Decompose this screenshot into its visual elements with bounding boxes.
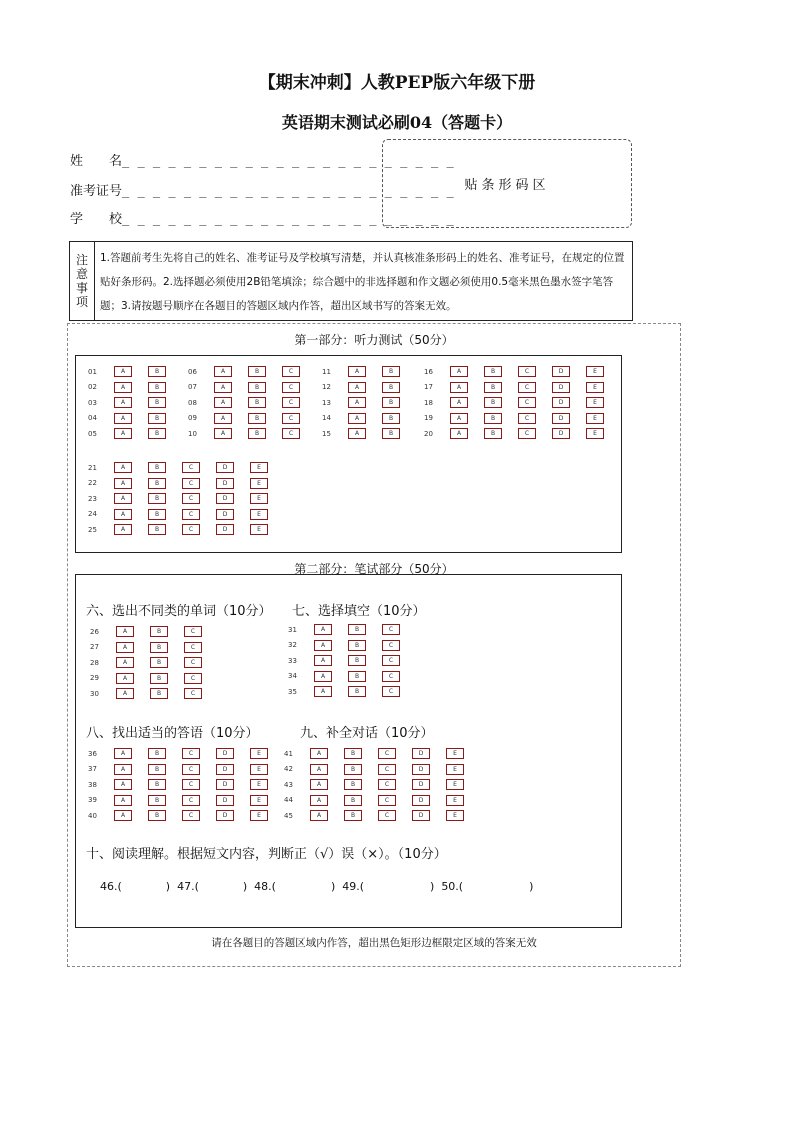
question-number: 07 <box>188 383 197 392</box>
answer-bubble-b[interactable]: B <box>344 810 362 821</box>
answer-bubble-a[interactable]: A <box>116 626 134 637</box>
question-row <box>88 426 182 442</box>
question-row <box>88 476 284 492</box>
answer-bubble-a[interactable]: A <box>116 642 134 653</box>
answer-bubble-c[interactable]: C <box>282 382 300 393</box>
answer-bubble-b[interactable]: B <box>248 397 266 408</box>
answer-bubble-a[interactable]: A <box>314 671 332 682</box>
answer-bubble-a[interactable]: A <box>348 382 366 393</box>
question-row <box>88 507 284 523</box>
answer-bubble-c[interactable]: C <box>282 366 300 377</box>
answer-bubble-a[interactable]: A <box>214 413 232 424</box>
question-number: 23 <box>88 494 97 503</box>
question-number: 45 <box>284 811 293 820</box>
answer-bubble-d[interactable]: D <box>216 493 234 504</box>
question-row <box>424 426 620 442</box>
answer-bubble-b[interactable]: B <box>484 413 502 424</box>
written-group-41-45 <box>284 746 480 824</box>
answer-bubble-c[interactable]: C <box>184 673 202 684</box>
answer-bubble-c[interactable]: C <box>282 397 300 408</box>
answer-bubble-d[interactable]: D <box>552 428 570 439</box>
question-number: 06 <box>188 367 197 376</box>
question-number: 15 <box>322 429 331 438</box>
answer-bubble-b[interactable]: B <box>148 779 166 790</box>
answer-bubble-d[interactable]: D <box>412 764 430 775</box>
barcode-area <box>382 139 632 228</box>
answer-bubble-b[interactable]: B <box>148 795 166 806</box>
answer-bubble-a[interactable]: A <box>114 509 132 520</box>
answer-bubble-c[interactable]: C <box>518 382 536 393</box>
question-number: 18 <box>424 398 433 407</box>
answer-bubble-d[interactable]: D <box>552 413 570 424</box>
answer-bubble-b[interactable]: B <box>484 428 502 439</box>
page-title: 【期末冲刺】人教PEP版六年级下册 <box>258 73 536 93</box>
notice-text: 1.答题前考生先将自己的姓名、准考证号及学校填写清楚，并认真核准条形码上的姓名、准考证号，在规定的位置贴好条形码。2.选择题必须使用2B铅笔填涂；综合题中的非选择题和作文题必须使用0.5毫米黑色墨水签字笔答题；3.请按题号顺序在各题目的答题区域内作答，超出区域书写的答案无效。 <box>100 252 625 312</box>
answer-bubble-b[interactable]: B <box>150 657 168 668</box>
answer-bubble-c[interactable]: C <box>182 509 200 520</box>
question-row <box>88 491 284 507</box>
answer-bubble-c[interactable]: C <box>518 428 536 439</box>
answer-bubble-d[interactable]: D <box>412 810 430 821</box>
answer-bubble-e[interactable]: E <box>586 397 604 408</box>
question-number: 11 <box>322 367 331 376</box>
answer-bubble-d[interactable]: D <box>552 366 570 377</box>
question-row <box>284 762 480 778</box>
notice-label: 注 意 事 项 <box>70 242 95 320</box>
answer-bubble-e[interactable]: E <box>586 413 604 424</box>
answer-bubble-c[interactable]: C <box>382 640 400 651</box>
exam-no-label: 准考证号 <box>70 184 123 199</box>
answer-bubble-a[interactable]: A <box>310 748 328 759</box>
question-row <box>424 395 620 411</box>
question-row <box>322 411 416 427</box>
answer-bubble-c[interactable]: C <box>378 764 396 775</box>
answer-bubble-a[interactable]: A <box>450 413 468 424</box>
answer-bubble-b[interactable]: B <box>148 382 166 393</box>
answer-bubble-a[interactable]: A <box>314 686 332 697</box>
section10-title: 十、阅读理解。根据短文内容，判断正（√）误（×）。（10分） <box>86 847 447 862</box>
question-row <box>322 380 416 396</box>
answer-bubble-b[interactable]: B <box>382 382 400 393</box>
question-row <box>284 808 480 824</box>
question-number: 27 <box>90 643 99 652</box>
listening-group-4 <box>424 364 620 442</box>
answer-bubble-b[interactable]: B <box>484 397 502 408</box>
question-row <box>188 411 316 427</box>
question-row <box>288 622 416 638</box>
answer-bubble-e[interactable]: E <box>446 795 464 806</box>
answer-bubble-b[interactable]: B <box>150 626 168 637</box>
answer-bubble-a[interactable]: A <box>314 655 332 666</box>
answer-bubble-e[interactable]: E <box>250 779 268 790</box>
reading-answers <box>86 865 533 907</box>
question-number: 36 <box>88 749 97 758</box>
question-number: 31 <box>288 625 297 634</box>
answer-bubble-e[interactable]: E <box>446 779 464 790</box>
question-row <box>188 364 316 380</box>
answer-bubble-b[interactable]: B <box>344 795 362 806</box>
question-row <box>284 793 480 809</box>
question-row <box>88 522 284 538</box>
question-row <box>88 746 284 762</box>
page-subtitle: 英语期末测试必刷04（答题卡） <box>281 113 513 132</box>
school-blank[interactable]: _ _ _ _ _ _ _ _ _ _ _ _ _ _ _ _ _ _ _ _ _ _ <box>122 212 455 226</box>
question-row <box>90 655 218 671</box>
question-row <box>88 793 284 809</box>
reading-answer-50[interactable]: 50.( ) <box>441 880 534 893</box>
answer-bubble-b[interactable]: B <box>148 366 166 377</box>
answer-bubble-a[interactable]: A <box>214 366 232 377</box>
answer-bubble-b[interactable]: B <box>150 673 168 684</box>
question-number: 38 <box>88 780 97 789</box>
answer-bubble-c[interactable]: C <box>378 810 396 821</box>
answer-bubble-b[interactable]: B <box>148 493 166 504</box>
question-row <box>88 411 182 427</box>
school-label: 学 校 <box>70 212 123 227</box>
answer-bubble-e[interactable]: E <box>586 382 604 393</box>
answer-bubble-e[interactable]: E <box>250 748 268 759</box>
answer-bubble-a[interactable]: A <box>310 810 328 821</box>
answer-bubble-d[interactable]: D <box>216 509 234 520</box>
answer-bubble-d[interactable]: D <box>412 748 430 759</box>
section8-title: 八、找出适当的答语（10分） <box>86 726 259 741</box>
answer-bubble-b[interactable]: B <box>148 748 166 759</box>
answer-bubble-a[interactable]: A <box>348 397 366 408</box>
question-number: 32 <box>288 641 297 650</box>
answer-bubble-a[interactable]: A <box>450 428 468 439</box>
answer-bubble-a[interactable]: A <box>310 795 328 806</box>
answer-bubble-c[interactable]: C <box>382 655 400 666</box>
answer-bubble-e[interactable]: E <box>586 428 604 439</box>
answer-bubble-c[interactable]: C <box>518 397 536 408</box>
answer-bubble-e[interactable]: E <box>250 764 268 775</box>
answer-bubble-d[interactable]: D <box>216 779 234 790</box>
question-row <box>288 653 416 669</box>
question-number: 40 <box>88 811 97 820</box>
answer-bubble-c[interactable]: C <box>182 764 200 775</box>
answer-bubble-b[interactable]: B <box>484 366 502 377</box>
answer-bubble-e[interactable]: E <box>446 810 464 821</box>
answer-bubble-b[interactable]: B <box>148 428 166 439</box>
question-number: 43 <box>284 780 293 789</box>
question-number: 10 <box>188 429 197 438</box>
answer-bubble-a[interactable]: A <box>114 428 132 439</box>
answer-bubble-c[interactable]: C <box>518 413 536 424</box>
question-row <box>90 686 218 702</box>
question-row <box>284 777 480 793</box>
answer-bubble-e[interactable]: E <box>250 524 268 535</box>
answer-bubble-e[interactable]: E <box>446 764 464 775</box>
question-row <box>288 684 416 700</box>
reading-answer-49[interactable]: 49.( ) <box>342 880 435 893</box>
written-group-36-40 <box>88 746 284 824</box>
answer-bubble-a[interactable]: A <box>114 478 132 489</box>
answer-bubble-c[interactable]: C <box>382 686 400 697</box>
answer-bubble-c[interactable]: C <box>184 657 202 668</box>
barcode-label: 贴条形码区 <box>464 178 550 193</box>
answer-bubble-b[interactable]: B <box>148 764 166 775</box>
answer-bubble-c[interactable]: C <box>182 795 200 806</box>
answer-bubble-a[interactable]: A <box>116 688 134 699</box>
listening-group-1 <box>88 364 182 442</box>
answer-bubble-d[interactable]: D <box>216 795 234 806</box>
question-number: 14 <box>322 414 331 423</box>
question-number: 20 <box>424 429 433 438</box>
answer-bubble-d[interactable]: D <box>216 810 234 821</box>
answer-bubble-d[interactable]: D <box>412 779 430 790</box>
question-number: 16 <box>424 367 433 376</box>
answer-bubble-c[interactable]: C <box>282 413 300 424</box>
answer-bubble-b[interactable]: B <box>382 428 400 439</box>
question-number: 02 <box>88 383 97 392</box>
question-number: 41 <box>284 749 293 758</box>
question-row <box>188 395 316 411</box>
question-number: 22 <box>88 479 97 488</box>
question-row <box>322 426 416 442</box>
question-number: 42 <box>284 765 293 774</box>
answer-bubble-b[interactable]: B <box>344 748 362 759</box>
answer-bubble-b[interactable]: B <box>348 671 366 682</box>
answer-bubble-c[interactable]: C <box>382 624 400 635</box>
answer-bubble-e[interactable]: E <box>250 462 268 473</box>
question-row <box>424 380 620 396</box>
answer-bubble-a[interactable]: A <box>114 493 132 504</box>
answer-bubble-d[interactable]: D <box>552 382 570 393</box>
question-row <box>88 808 284 824</box>
question-number: 03 <box>88 398 97 407</box>
question-row <box>88 777 284 793</box>
answer-bubble-a[interactable]: A <box>450 382 468 393</box>
answer-bubble-a[interactable]: A <box>114 462 132 473</box>
question-row <box>90 624 218 640</box>
section9-title: 九、补全对话（10分） <box>300 726 434 741</box>
answer-bubble-a[interactable]: A <box>114 795 132 806</box>
question-number: 12 <box>322 383 331 392</box>
question-row <box>188 380 316 396</box>
answer-bubble-a[interactable]: A <box>114 748 132 759</box>
question-number: 28 <box>90 658 99 667</box>
name-label: 姓 名 <box>70 154 123 169</box>
answer-bubble-a[interactable]: A <box>114 810 132 821</box>
answer-bubble-a[interactable]: A <box>116 657 134 668</box>
answer-bubble-b[interactable]: B <box>248 428 266 439</box>
answer-bubble-a[interactable]: A <box>450 366 468 377</box>
question-number: 33 <box>288 656 297 665</box>
answer-bubble-c[interactable]: C <box>282 428 300 439</box>
question-number: 35 <box>288 687 297 696</box>
answer-bubble-c[interactable]: C <box>378 795 396 806</box>
answer-bubble-c[interactable]: C <box>184 688 202 699</box>
answer-bubble-e[interactable]: E <box>446 748 464 759</box>
answer-bubble-c[interactable]: C <box>182 478 200 489</box>
answer-bubble-c[interactable]: C <box>182 462 200 473</box>
answer-bubble-a[interactable]: A <box>314 640 332 651</box>
answer-bubble-b[interactable]: B <box>248 382 266 393</box>
listening-group-2 <box>188 364 316 442</box>
section6-title: 六、选出不同类的单词（10分） <box>86 604 272 619</box>
reading-answer-47[interactable]: 47.( ) <box>177 880 248 893</box>
answer-bubble-b[interactable]: B <box>484 382 502 393</box>
answer-bubble-c[interactable]: C <box>378 779 396 790</box>
question-number: 08 <box>188 398 197 407</box>
answer-bubble-e[interactable]: E <box>586 366 604 377</box>
answer-bubble-c[interactable]: C <box>378 748 396 759</box>
answer-bubble-a[interactable]: A <box>348 413 366 424</box>
question-row <box>88 762 284 778</box>
answer-bubble-c[interactable]: C <box>518 366 536 377</box>
question-row <box>188 426 316 442</box>
answer-bubble-b[interactable]: B <box>348 624 366 635</box>
question-number: 37 <box>88 765 97 774</box>
answer-bubble-c[interactable]: C <box>182 810 200 821</box>
answer-bubble-a[interactable]: A <box>114 397 132 408</box>
listening-group-3 <box>322 364 416 442</box>
answer-bubble-b[interactable]: B <box>348 686 366 697</box>
question-number: 44 <box>284 796 293 805</box>
answer-bubble-a[interactable]: A <box>348 366 366 377</box>
question-number: 26 <box>90 627 99 636</box>
answer-bubble-b[interactable]: B <box>344 779 362 790</box>
question-number: 34 <box>288 672 297 681</box>
answer-bubble-b[interactable]: B <box>150 688 168 699</box>
question-row <box>322 364 416 380</box>
answer-bubble-b[interactable]: B <box>148 462 166 473</box>
question-row <box>88 460 284 476</box>
written-group-26-30 <box>90 624 218 702</box>
question-number: 01 <box>88 367 97 376</box>
question-number: 39 <box>88 796 97 805</box>
reading-answer-46[interactable]: 46.( ) <box>100 880 171 893</box>
question-row <box>90 640 218 656</box>
answer-bubble-c[interactable]: C <box>184 626 202 637</box>
answer-bubble-b[interactable]: B <box>382 413 400 424</box>
question-number: 13 <box>322 398 331 407</box>
answer-bubble-a[interactable]: A <box>114 779 132 790</box>
question-number: 05 <box>88 429 97 438</box>
answer-bubble-e[interactable]: E <box>250 795 268 806</box>
answer-bubble-d[interactable]: D <box>412 795 430 806</box>
answer-bubble-d[interactable]: D <box>552 397 570 408</box>
answer-bubble-b[interactable]: B <box>148 413 166 424</box>
answer-bubble-b[interactable]: B <box>348 655 366 666</box>
answer-bubble-a[interactable]: A <box>114 366 132 377</box>
answer-bubble-a[interactable]: A <box>214 397 232 408</box>
answer-bubble-a[interactable]: A <box>114 764 132 775</box>
answer-bubble-a[interactable]: A <box>310 764 328 775</box>
question-number: 09 <box>188 414 197 423</box>
listening-group-5 <box>88 460 284 538</box>
question-row <box>288 638 416 654</box>
question-number: 30 <box>90 689 99 698</box>
answer-bubble-c[interactable]: C <box>182 524 200 535</box>
reading-answer-48[interactable]: 48.( ) <box>254 880 336 893</box>
answer-bubble-d[interactable]: D <box>216 524 234 535</box>
answer-bubble-b[interactable]: B <box>248 413 266 424</box>
answer-bubble-a[interactable]: A <box>116 673 134 684</box>
question-row <box>284 746 480 762</box>
exam-no-blank[interactable]: _ _ _ _ _ _ _ _ _ _ _ _ _ _ _ _ _ _ _ _ _ _ <box>122 184 455 198</box>
answer-bubble-b[interactable]: B <box>248 366 266 377</box>
answer-bubble-b[interactable]: B <box>382 397 400 408</box>
answer-bubble-b[interactable]: B <box>148 509 166 520</box>
question-row <box>288 669 416 685</box>
question-number: 04 <box>88 414 97 423</box>
notice-box <box>69 241 633 321</box>
answer-bubble-d[interactable]: D <box>216 478 234 489</box>
part2-title: 第二部分：笔试部分（50分） <box>294 562 454 576</box>
answer-bubble-c[interactable]: C <box>182 493 200 504</box>
question-row <box>88 395 182 411</box>
answer-bubble-b[interactable]: B <box>348 640 366 651</box>
answer-bubble-b[interactable]: B <box>148 810 166 821</box>
answer-bubble-a[interactable]: A <box>114 413 132 424</box>
question-number: 24 <box>88 510 97 519</box>
name-blank[interactable]: _ _ _ _ _ _ _ _ _ _ _ _ _ _ _ _ _ _ _ _ _ _ <box>122 154 455 168</box>
answer-bubble-a[interactable]: A <box>214 428 232 439</box>
answer-bubble-c[interactable]: C <box>184 642 202 653</box>
question-row <box>88 380 182 396</box>
answer-bubble-c[interactable]: C <box>182 779 200 790</box>
question-number: 25 <box>88 525 97 534</box>
answer-bubble-d[interactable]: D <box>216 748 234 759</box>
answer-bubble-c[interactable]: C <box>382 671 400 682</box>
written-group-31-35 <box>288 622 416 700</box>
answer-bubble-a[interactable]: A <box>314 624 332 635</box>
answer-bubble-a[interactable]: A <box>114 524 132 535</box>
part1-title: 第一部分：听力测试（50分） <box>294 333 454 347</box>
question-number: 21 <box>88 463 97 472</box>
answer-bubble-c[interactable]: C <box>182 748 200 759</box>
answer-bubble-d[interactable]: D <box>216 764 234 775</box>
question-row <box>90 671 218 687</box>
answer-bubble-b[interactable]: B <box>382 366 400 377</box>
answer-bubble-a[interactable]: A <box>214 382 232 393</box>
question-row <box>424 411 620 427</box>
question-row <box>424 364 620 380</box>
question-row <box>88 364 182 380</box>
answer-bubble-a[interactable]: A <box>310 779 328 790</box>
answer-bubble-e[interactable]: E <box>250 509 268 520</box>
question-number: 17 <box>424 383 433 392</box>
question-row <box>322 395 416 411</box>
answer-bubble-b[interactable]: B <box>148 397 166 408</box>
answer-bubble-a[interactable]: A <box>348 428 366 439</box>
answer-bubble-d[interactable]: D <box>216 462 234 473</box>
question-number: 19 <box>424 414 433 423</box>
answer-bubble-e[interactable]: E <box>250 478 268 489</box>
footer-note: 请在各题目的答题区域内作答，超出黑色矩形边框限定区域的答案无效 <box>211 937 537 949</box>
answer-bubble-e[interactable]: E <box>250 810 268 821</box>
answer-bubble-b[interactable]: B <box>148 524 166 535</box>
answer-bubble-a[interactable]: A <box>450 397 468 408</box>
answer-bubble-b[interactable]: B <box>344 764 362 775</box>
section7-title: 七、选择填空（10分） <box>292 604 426 619</box>
answer-bubble-e[interactable]: E <box>250 493 268 504</box>
part1-box <box>75 355 622 553</box>
answer-bubble-a[interactable]: A <box>114 382 132 393</box>
answer-bubble-b[interactable]: B <box>150 642 168 653</box>
answer-bubble-b[interactable]: B <box>148 478 166 489</box>
question-number: 29 <box>90 674 99 683</box>
part2-box <box>75 574 622 928</box>
